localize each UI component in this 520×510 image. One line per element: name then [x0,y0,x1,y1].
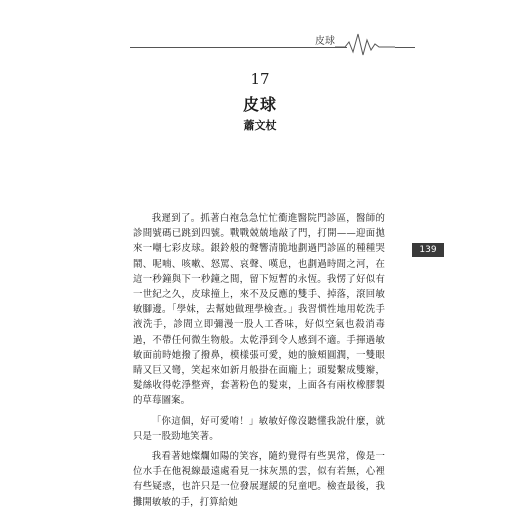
paragraph: 我看著她燦爛如陽的笑容，隨約覺得有些異常，像是一位水手在他視線最遠處看見一抹灰黑的雲，似有若無，心裡有些疑惑，也許只是一位發展遲緩的兒童吧。檢查最後，我攤開敏敏的手，打算給她 [133,451,385,508]
paragraph: 「你這個，好可愛唷！」敏敏好像沒聽懂我說什麼，就只是一股勁地笑著。 [133,415,385,442]
chapter-number: 17 [250,70,270,88]
chapter-title: 皮球 [242,95,277,114]
page-number: 139 [412,243,444,257]
header-rule [130,47,347,48]
body-text [133,211,385,510]
running-head: 皮球 [315,36,335,47]
paragraph: 我遲到了。抓著白袍急急忙忙衝進醫院門診區，醫師的診間號碼已跳到四號。戰戰兢兢地敲了門，打開——迎面拋來一嘲七彩皮球。銀鈴般的聲響清脆地劃過門診區的種種哭鬧、呢喃、咳嗽、怒罵、哀聲、嘆息，也劃過時間之河，在這一秒鐘與下一秒鐘之間，留下短暫的永恆。我愣了好似有一世紀之久，皮球撞上，來不及反應的雙手、掉落，滾回敏敏腳邊。「學妹，去幫她做理學檢查。」我習慣性地用乾洗手液洗手，診間立即彌漫一股人工香味，好似空氣也殺消毒過，不帶任何微生物般。太乾淨到令人感到不適。手揮過敏敏面前時她撥了撥鼻，模樣張可愛，她的臉頰圓潤，一雙眼睛又巨又彎，笑起來如新月般掛在面龐上；頭髮繫成雙辮，髮絲收得乾淨整齊，套著粉色的髮束，上面各有兩枚橡膠製的草莓圖案。 [133,213,385,407]
heartbeat-wave-icon [335,30,395,56]
header-rule-tail [395,47,415,48]
author-name: 蕭文杖 [243,119,277,132]
